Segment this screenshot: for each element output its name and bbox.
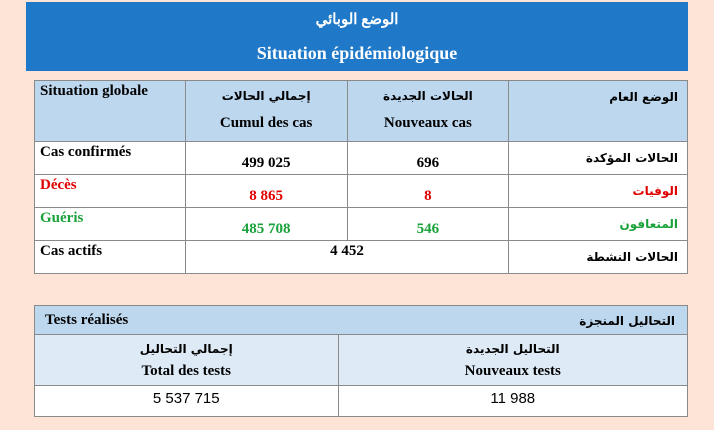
situation-table (34, 80, 688, 274)
header-cumul-ar: إجمالي الحالات (221, 89, 311, 103)
row-label-ar: الحالات النشطة (586, 250, 678, 264)
row-label-fr: Guéris (40, 210, 84, 226)
table-row (35, 208, 688, 241)
tests-table (34, 305, 688, 417)
table-row (35, 142, 688, 175)
header-banner (26, 2, 688, 71)
row-label-ar: المتعافون (619, 217, 678, 231)
deaths-new: 8 (424, 188, 432, 204)
tests-title-fr: Tests réalisés (45, 312, 129, 328)
header-global-fr: Situation globale (40, 83, 148, 99)
header-cumul-fr: Cumul des cas (219, 115, 313, 131)
row-label-ar: الوفيات (632, 184, 678, 198)
header-global-fr-cell (35, 81, 186, 142)
tests-title-ar: التحاليل المنجزة (579, 314, 675, 328)
active-total: 4 452 (330, 243, 364, 259)
header-new-fr: Nouveaux cas (383, 115, 472, 131)
recovered-new: 546 (416, 221, 440, 237)
header-new-ar: الحالات الجديدة (383, 89, 473, 103)
tests-new-ar: التحاليل الجديدة (465, 342, 560, 356)
row-label-ar: الحالات المؤكدة (585, 151, 678, 165)
situation-header-row (35, 81, 688, 142)
deaths-cumul: 8 865 (249, 188, 284, 204)
tests-title-row (35, 306, 688, 335)
row-label-fr: Cas confirmés (40, 144, 132, 160)
header-new-cell (347, 81, 509, 142)
row-label-fr: Décès (40, 177, 77, 193)
tests-total-ar: إجمالي التحاليل (139, 342, 233, 356)
header-global-ar-cell (509, 81, 688, 142)
row-label-fr: Cas actifs (40, 243, 103, 259)
header-global-ar: الوضع العام (609, 90, 678, 104)
banner-title-ar: الوضع الوبائي (315, 12, 399, 28)
recovered-cumul: 485 708 (241, 221, 291, 237)
table-row (35, 175, 688, 208)
table-row (35, 386, 688, 417)
tests-new-fr: Nouveaux tests (464, 363, 561, 379)
tests-header-row (35, 335, 688, 386)
tests-new-value: 11 988 (490, 390, 536, 407)
tests-total-fr: Total des tests (141, 363, 231, 379)
confirmed-new: 696 (416, 155, 440, 171)
banner-title-fr: Situation épidémiologique (256, 43, 458, 63)
header-cumul-cell (185, 81, 347, 142)
table-row (35, 241, 688, 274)
confirmed-cumul: 499 025 (241, 155, 291, 171)
tests-total-value: 5 537 715 (152, 390, 220, 407)
